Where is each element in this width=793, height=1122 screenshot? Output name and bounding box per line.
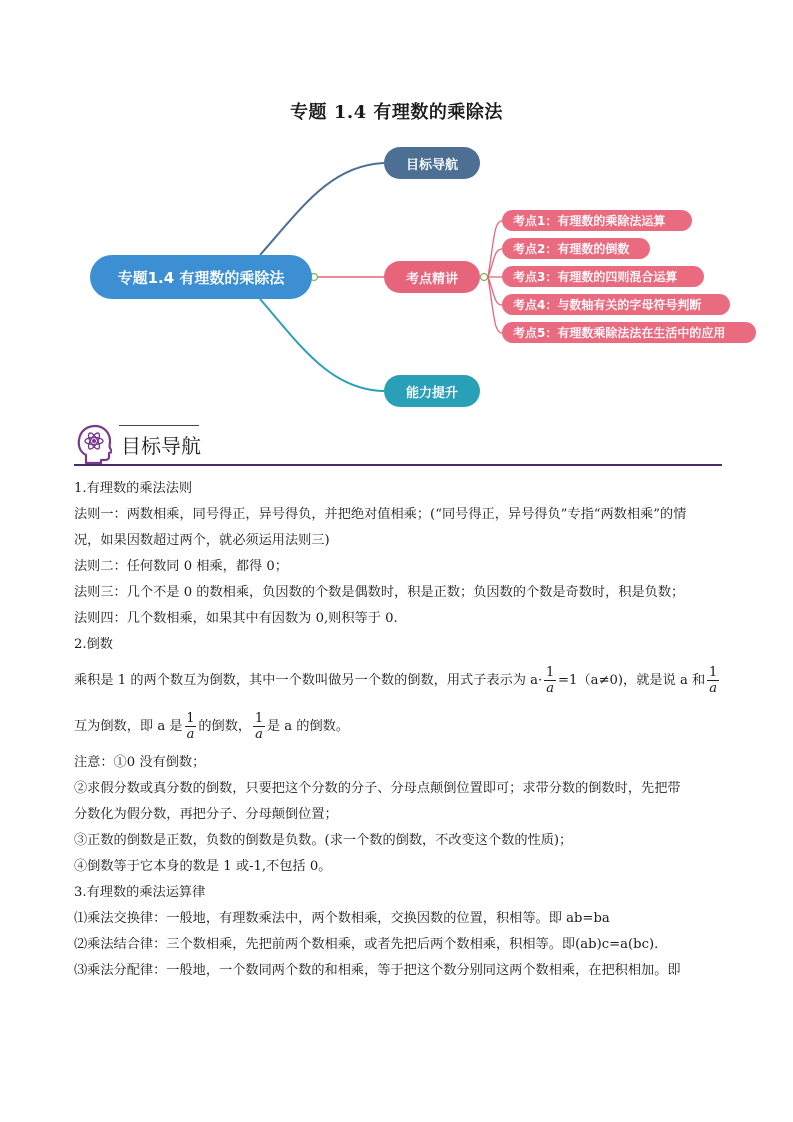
text-segment: 乘积是 1 的两个数互为倒数，其中一个数叫做另一个数的倒数，用式子表示为 a·: [74, 673, 543, 688]
text-line: ④倒数等于它本身的数是 1 或-1,不包括 0。: [74, 859, 332, 874]
mindmap-branch-goals: 目标导航: [384, 147, 480, 179]
reciprocal-example-line: [74, 704, 724, 750]
text-line: 法则一：两数相乘，同号得正，异号得负，并把绝对值相乘；(“同号得正，异号得负”专指“两数相乘”的情: [74, 507, 687, 522]
text-segment: =1（a≠0)，就是说 a 和: [557, 673, 706, 688]
fraction-numerator: 1: [545, 665, 555, 680]
mindmap-leaf-5: 考点5：有理数乘除法法在生活中的应用: [502, 322, 756, 343]
content-body: [74, 476, 724, 984]
text-line: 分数化为假分数，再把分子、分母颠倒位置；: [74, 807, 338, 822]
text-segment: 互为倒数，即 a 是: [74, 719, 183, 734]
branch-node-dot: [481, 274, 488, 281]
mindmap-leaf-4: 考点4：与数轴有关的字母符号判断: [502, 294, 730, 315]
text-line: 况，如果因数超过两个，就必须运用法则三): [74, 533, 330, 548]
leaf-connectors: [488, 221, 502, 333]
fraction-1-over-a: [253, 711, 265, 742]
fraction-numerator: 1: [254, 711, 264, 726]
mindmap-branch-improve: 能力提升: [384, 375, 480, 407]
mindmap-root-node: 专题1.4 有理数的乘除法: [90, 255, 312, 299]
connector-branch-3: [260, 299, 384, 391]
text-line: ③正数的倒数是正数，负数的倒数是负数。(求一个数的倒数，不改变这个数的性质)；: [74, 833, 573, 848]
section-divider: [74, 464, 722, 466]
connector-branch-1: [260, 163, 384, 255]
fraction-denominator: a: [186, 727, 195, 742]
page-title: 专题 1.4 有理数的乘除法: [290, 102, 503, 123]
text-line: 法则三：几个不是 0 的数相乘，负因数的个数是偶数时，积是正数；负因数的个数是奇数时，积是负数；: [74, 585, 685, 600]
text-segment: 是 a 的倒数。: [266, 719, 350, 734]
reciprocal-definition-line: [74, 658, 724, 704]
text-line: 注意：①0 没有倒数；: [74, 755, 206, 770]
text-line: ②求假分数或真分数的倒数，只要把这个分数的分子、分母点颠倒位置即可；求带分数的倒数时，先把带: [74, 781, 681, 796]
brain-atom-icon: [76, 424, 112, 464]
section-title: 目标导航: [121, 434, 201, 458]
fraction-1-over-a: [544, 665, 556, 696]
mindmap-branch-keypoints: 考点精讲: [384, 261, 480, 293]
mindmap-leaf-3: 考点3：有理数的四则混合运算: [502, 266, 704, 287]
fraction-numerator: 1: [186, 711, 195, 726]
text-line: 法则四：几个数相乘，如果其中有因数为 0,则积等于 0.: [74, 611, 398, 626]
heading-multiplication-rules: 1.有理数的乘法法则: [74, 481, 193, 496]
heading-multiplication-laws: 3.有理数的乘法运算律: [74, 885, 206, 900]
fraction-1-over-a: [707, 665, 719, 696]
fraction-denominator: a: [546, 681, 554, 696]
mindmap-leaf-2: 考点2：有理数的倒数: [502, 238, 650, 259]
text-line: ⑶乘法分配律：一般地，一个数同两个数的和相乘，等于把这个数分别同这两个数相乘，在把积相加。即: [74, 963, 681, 978]
text-line: ⑵乘法结合律：三个数相乘，先把前两个数相乘，或者先把后两个数相乘，积相等。即(ab)c=a(bc).: [74, 937, 659, 952]
fraction-1-over-a: [185, 711, 197, 742]
heading-reciprocal: 2.倒数: [74, 637, 113, 652]
text-line: 法则二：任何数同 0 相乘，都得 0；: [74, 559, 288, 574]
text-segment: 的倒数，: [198, 719, 252, 734]
fraction-denominator: a: [255, 727, 263, 742]
text-line: ⑴乘法交换律：一般地，有理数乘法中，两个数相乘，交换因数的位置，积相等。即 ab=ba: [74, 911, 610, 926]
section-title-overline: [119, 425, 199, 426]
mindmap-leaf-1: 考点1：有理数的乘除法运算: [502, 210, 692, 231]
fraction-denominator: a: [709, 681, 718, 696]
fraction-numerator: 1: [708, 665, 718, 680]
